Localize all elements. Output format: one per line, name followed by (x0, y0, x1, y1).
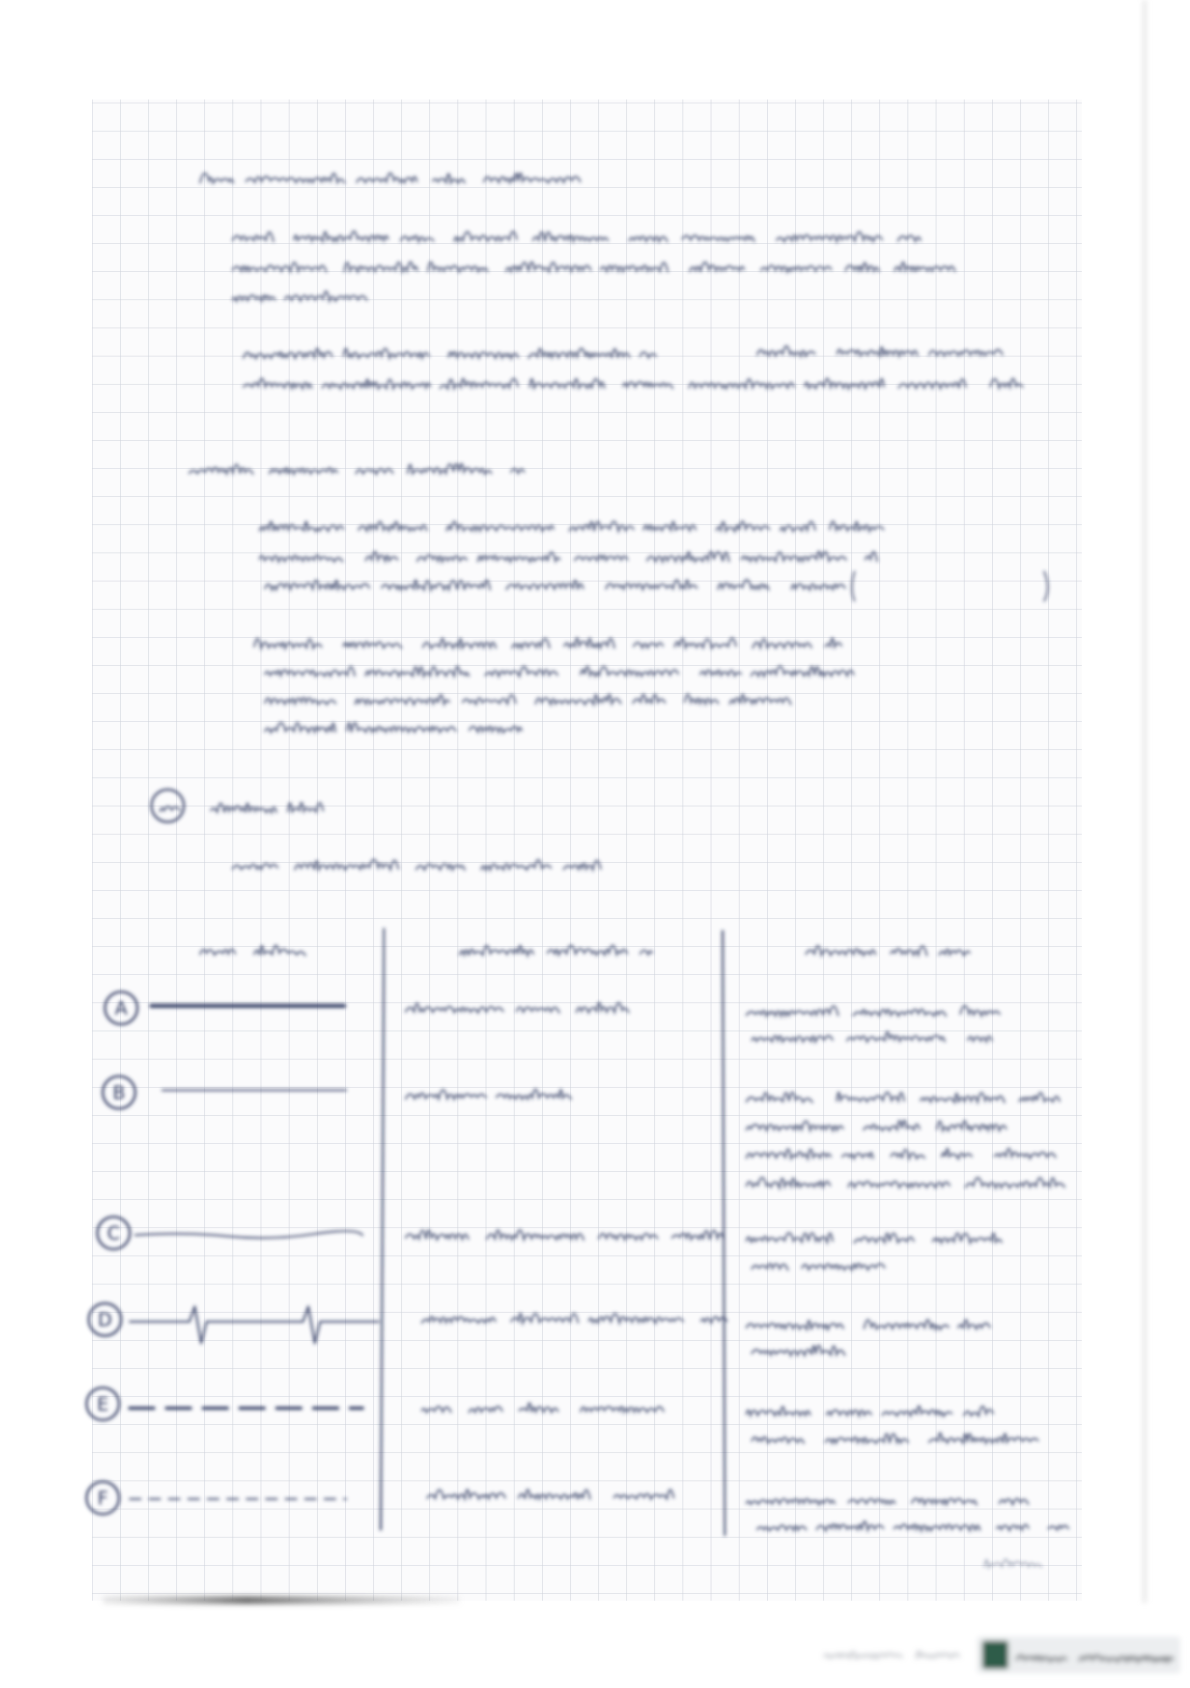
row-marker-label: A (114, 998, 128, 1020)
graph-paper-grid (92, 100, 1082, 1601)
footer-badge (977, 1636, 1180, 1673)
paper-edge-shadow (103, 1596, 460, 1604)
brand-logo-icon (982, 1641, 1008, 1669)
row-marker-label: C (107, 1223, 121, 1245)
row-marker-label: B (112, 1082, 126, 1104)
row-marker-label: D (97, 1310, 113, 1332)
row-marker-label: E (96, 1394, 109, 1416)
row-marker-label: F (97, 1488, 109, 1510)
